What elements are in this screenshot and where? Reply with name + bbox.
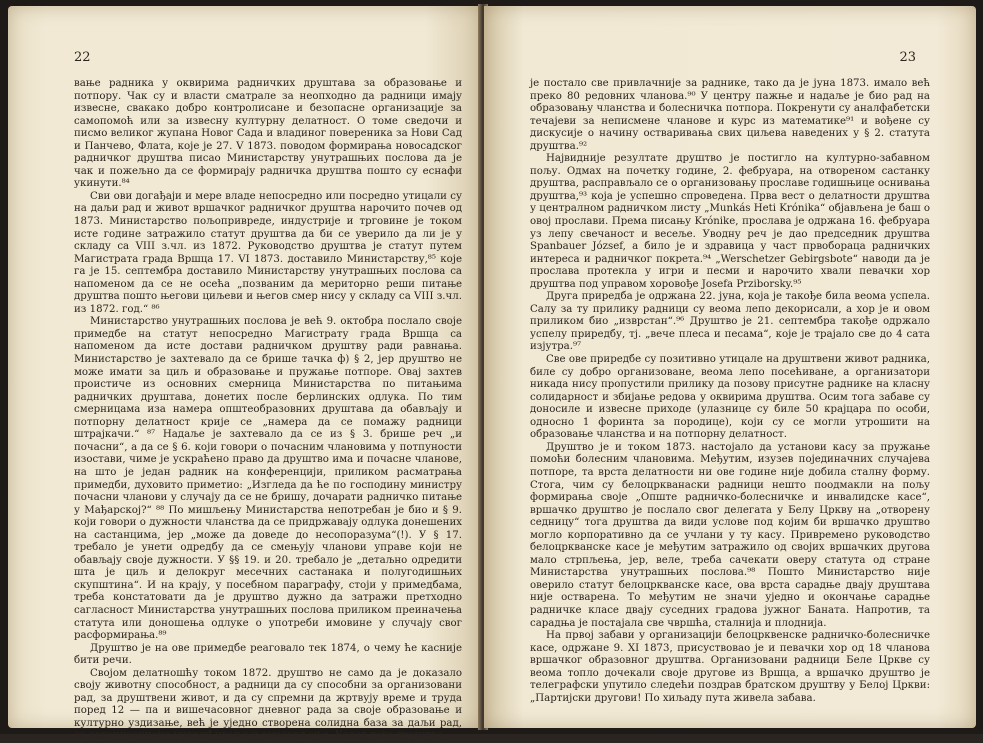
paragraph: је постало све привлачније за раднике, тако да је јуна 1873. имало већ преко 80 редовних чланова.⁹⁰ У центру пажње и надаље је био рад на образовању чланства и болесничка потпора. Покренути су аналфабетски течајеви за неписмене чланове и курс из математике⁹¹ и вођене су дискусије о начину остваривања свих циљева наведених у § 2. статута друштва.⁹²: [530, 78, 930, 152]
paragraph: На првој забави у организацији белоцрквенске радничко-болесничке касе, одржане 9. XI 1873, присуствовао је и певачки хор од 18 чланова вршачког образовног друштва. Организовани радници Беле Цркве су веома топло дочекали своје другове из Вршца, а вршачко друштво је телеграфски упутило следећи поздрав братском друштву у Белој Цркви: „Партијски другови! По хиљаду пута живела забава.: [530, 630, 930, 704]
right-page: [484, 6, 976, 728]
left-page: [8, 6, 482, 742]
paragraph: Министарство унутрашњих послова је већ 9. октобра послало своје примедбе на статут непосредно Магистрату града Вршца са напоменом да исте достави радничком друштву ради равнања. Министарство је захтевало да се брише тачка ф) § 2, јер друштво не може имати за циљ и образовање и пружање потпоре. Овај захтев проистиче из основних смерница Министарства по питањима радничких друштава, донетих после берлинских одлука. По тим смерницама иза намера општеобразовних друштава да обављају и потпорну делатност крије се „намера да се помажу радници штрајкачи.“ ⁸⁷ Надаље је захтевало да се из § 3. брише реч „и почасни“, а да се § 6. који говори о почасним члановима у потпуности изостави, чиме је ускраћено право да друштво има и почасне чланове, на што је један радник на конференцији, приликом расматрања примедби, духовито приметио: „Изгледа да ће по господину министру почасни чланови у случају да се не бришу, дочарати радничко питање у Мађарској?“ ⁸⁸ По мишљењу Министарства непотребан је био и § 9. који говори о дужности чланства да се придржавају одлука донешених на састанцима, јер „може да доведе до несопоразума“(!). У § 17. требало је унети одредбу да се смењују чланови управе који не обављају своје дужности. У §§ 19. и 20. требало је „детаљно одредити шта је циљ и делокруг месечних састанака и полугодишњих скупштина“. И на крају, у посебном параграфу, стоји у примедбама, треба констатовати да је друштво дужно да затражи претходно сагласност Министарства унутрашњих послова приликом преиначења статута или доношења одлуке о употреби имовине у случају свог расформирања.⁸⁹: [74, 316, 462, 642]
paragraph: Друштво је и током 1873. настојало да установи касу за пружање помоћи болесним члановима. Међутим, изузев појединачних случајева потпоре, та врста делатности ни ове године није добила сталну форму. Стога, чим су белоцркванаски радници нешто поодмакли на пољу формирања своје „Опште радничко-болесничке и инвалидске касе“, вршачко друштво је послало свог делегата у Белу Цркву на „отворену седницу“ тога друштва да види услове под којим би вршачко друштво могло корпоративно да се учлани у ту касу. Привремено руководство белоцркванске касе је међутим затражило од својих вршачких другова мало стрпљења, јер, веле, треба сачекати оверу статута од стране Министарства унутрашњих послова.⁹⁸ Пошто Министарство није оверило статут белоцркванске касе, ова врста сарадње двају друштава није остварена. То међутим не значи уједно и окончање сарадње радничке класе двају суседних градова јужног Баната. Напротив, та сарадња је постајала све чвршћа, сталнија и плоднија.: [530, 441, 930, 629]
paragraph: вање радника у оквирима радничких друштава за образовање и потпору. Чак су и власти сматрале за неопходно да радници имају извесне, свакако добро контролисане и безопасне организације за самопомоћ или за извесну културну делатност. О томе сведочи и писмо великог жупана Новог Сада и владиног повереника за Нови Сад и Панчево, Флата, које је 27. V 1873. поводом формирања новосадског радничког друштва писао Министарству унутрашњих послова да је чак и пожељно да се формирају радничка друштва пошто су еснафи укинути.⁸⁴: [74, 78, 462, 190]
paragraph: Друштво је на ове примедбе реаговало тек 1874, о чему ће касније бити речи.: [74, 642, 462, 667]
paragraph: Својом делатношћу током 1872. друштво не само да је доказало своју животну способност, а радници да су способни за организовани рад, за друштвени живот, и да су спремни да жртвују време и труда поред 12 — па и вишечасовног дневног рада за своје образовање и културно уздизање, већ је уједно створена солидна база за даљи рад, за организационо учвршћивање и омасовљење. Услед тога друштво: [74, 667, 462, 742]
paragraph: Сви ови догађаји и мере владе непосредно или посредно утицали су на даљи рад и живот вршачког радничког друштва нарочито почев од 1873. Министарство пољопривреде, индустрије и трговине је током исте године затражило статут друштва да би се уверило да ли је у складу са VIII з.чл. из 1872. Руководство друштва је статут путем Магистрата града Вршца 17. VI 1873. доставило Министарству,⁸⁵ које га је 15. септембра доставило Министарству унутрашњих послова са напоменом да се не осећа „позваним да мериторно реши питање друштва пошто његови циљеви и његов смер нису у складу са VIII з.чл. из 1872. год.“ ⁸⁶: [74, 190, 462, 315]
left-page-number: 22: [74, 50, 91, 65]
left-page-text: [74, 78, 462, 743]
paragraph: Највидније резултате друштво је постигло на културно-забавном пољу. Одмах на почетку године, 2. фебруара, на отвореном састанку друштва, расправљало се о организовању прославе годишњице оснивања друштва,⁹³ која је успешно спроведена. Прва вест о делатности друштва у централном радничком листу „Munkás Heti Krónika“ објављена је баш о овој прослави. Према писању Krónike, прослава је одржана 16. фебруара уз лепу свечаност и весеље. Уводну реч је дао председник друштва Spanbauer József, а било је и здравица у част првобораца радничких интереса и радничког покрета.⁹⁴ „Werschetzer Gebirgsbote“ наводи да је прослава протекла у игри и песми и нарочито хвали певачки хор друштва под управом хоровође Josefa Prziborsky.⁹⁵: [530, 153, 930, 290]
paragraph: Све ове приредбе су позитивно утицале на друштвени живот радника, биле су добро организоване, веома лепо посећиване, а организатори никада нису пропустили прилику да позову присутне раднике на класну солидарност и збијање редова у оквирима друштва. Осим тога забаве су доносиле и извесне приходе (улазнице су биле 50 крајцара по особи, односно 1 форинта за породице), који су се могли утрошити на образовање чланства и на потпорну делатност.: [530, 354, 930, 441]
right-page-text: [530, 78, 930, 705]
paragraph: Друга приредба је одржана 22. јуна, која је такође била веома успела. Салу за ту прилику радници су веома лепо декорисали, а хор је и овом приликом био „изврстан“.⁹⁶ Друштво је 21. септембра такође одржало успелу приредбу, тј. „вече плеса и песама“, које је трајало све до 4 сата изјутра.⁹⁷: [530, 291, 930, 353]
right-page-number: 23: [899, 50, 916, 65]
